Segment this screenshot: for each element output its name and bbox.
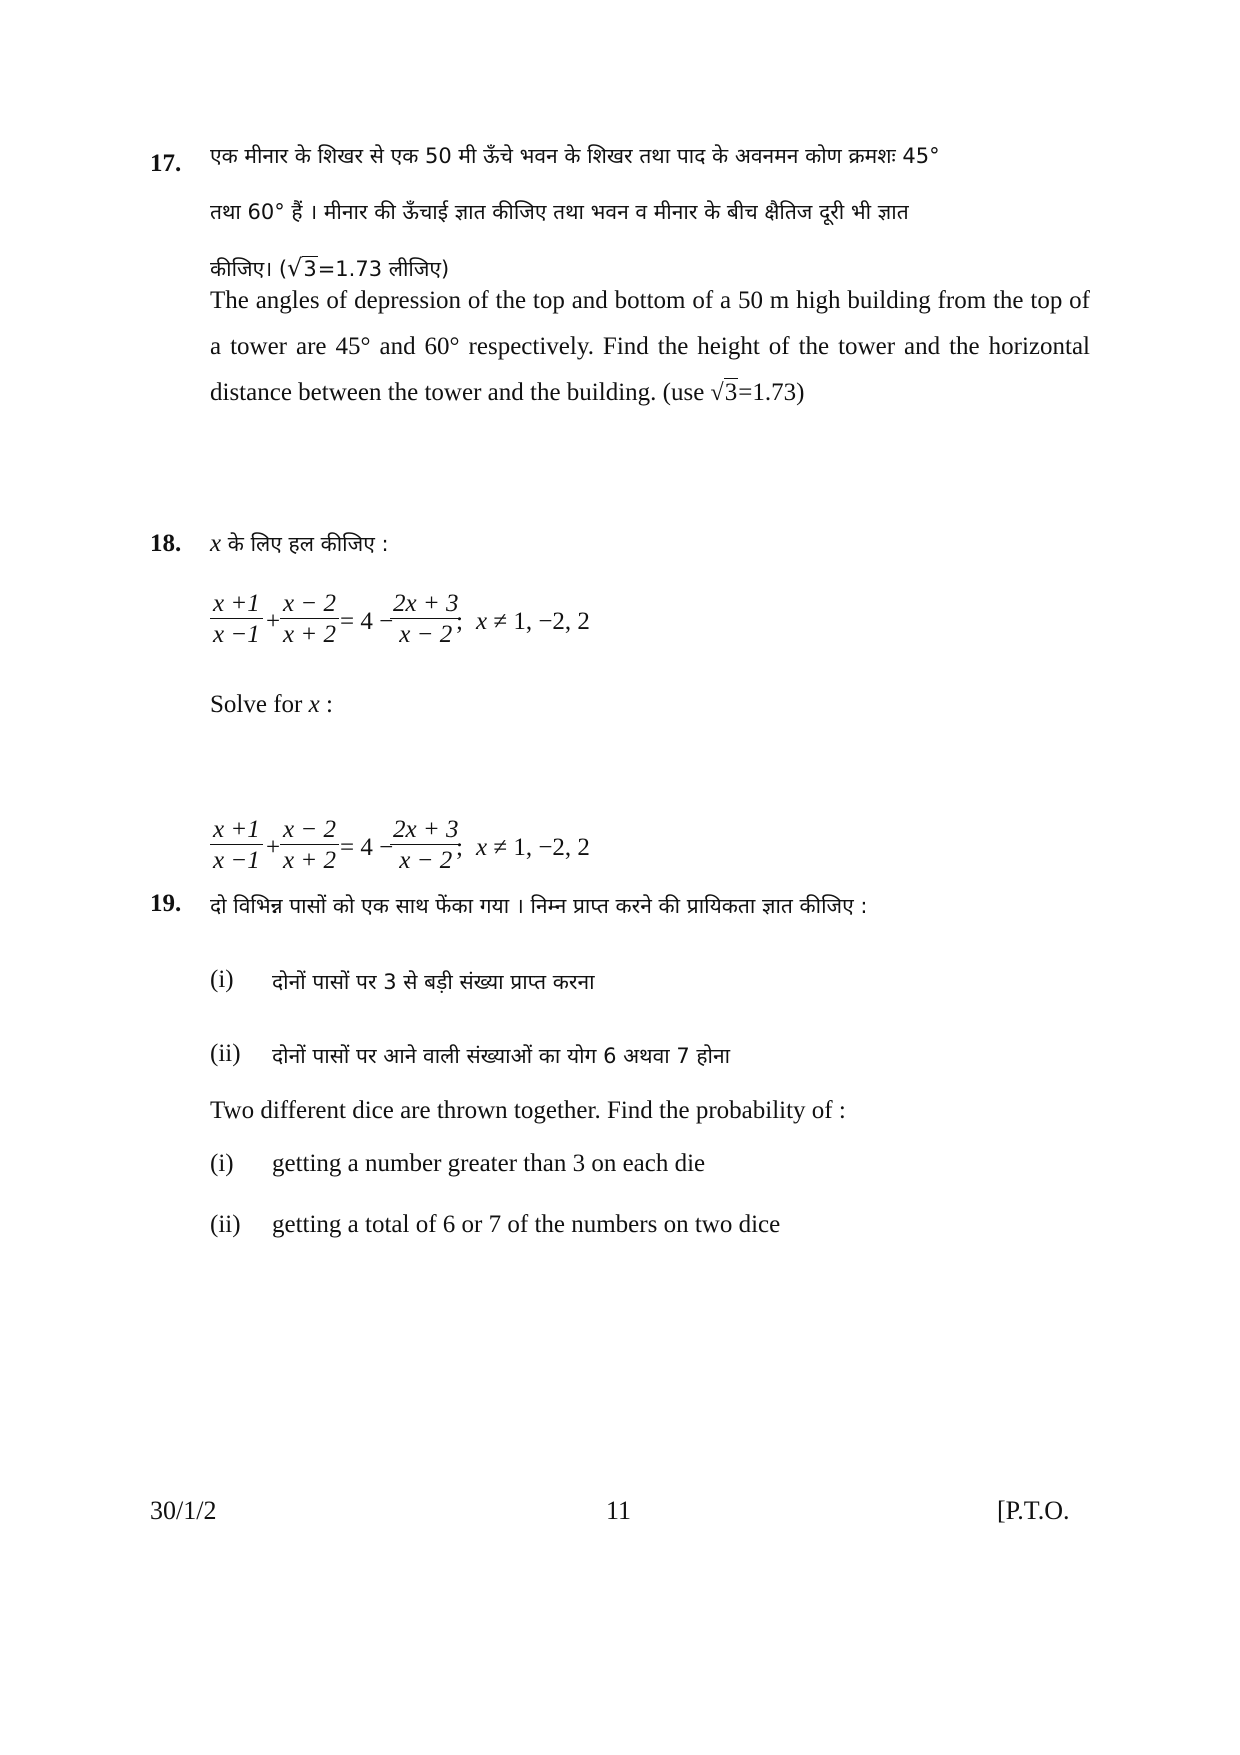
question-number: 17. — [150, 150, 182, 177]
question-number: 18. — [150, 530, 182, 557]
question-19-hindi-intro: दो विभिन्न पासों को एक साथ फेंका गया । निम्न प्राप्त करने की प्रायिकता ज्ञात कीजिए : — [210, 894, 868, 918]
equation-hindi: $\frac{x +1}{x -1}$ + $\frac{x - 2}{x + 2}$ = 4 − $\frac{2x + 3}{x - 2}$ ; x ≠ 1, −2, 2 — [210, 590, 1090, 660]
question-18 — [150, 530, 1090, 874]
equation-english: $\frac{x +1}{x -1}$ + $\frac{x - 2}{x + 2}$ = 4 − $\frac{2x + 3}{x - 2}$ ; x ≠ 1, −2, 2 — [210, 816, 1090, 886]
question-18-hindi-prompt: x के लिए हल कीजिए : — [210, 530, 389, 557]
list-item: (i) getting a number greater than 3 on each die — [210, 1150, 706, 1177]
question-17-english: The angles of depression of the top and bottom of a 50 m high building from the top of a tower are 45° and 60° respectively. Find the height of the tower and the horizontal distance between the tower and the building. (use √3=1.73) — [210, 278, 1090, 416]
sqrt-symbol: √3 — [710, 379, 738, 406]
list-item: (ii) दोनों पासों पर आने वाली संख्याओं का योग 6 अथवा 7 होना — [210, 1040, 731, 1068]
footer-pto: [P.T.O. — [997, 1496, 1070, 1525]
question-19-hindi-items — [210, 966, 1090, 1076]
hindi-line-1: एक मीनार के शिखर से एक 50 मी ऊँचे भवन के शिखर तथा पाद के अवनमन कोण क्रमशः 45° — [210, 144, 940, 168]
question-17-hindi — [210, 128, 1090, 297]
hindi-line-3: कीजिए। (√3=1.73 लीजिए) — [210, 240, 1090, 297]
list-item: (ii) getting a total of 6 or 7 of the numbers on two dice — [210, 1211, 781, 1238]
question-19-english-items — [210, 1150, 1090, 1247]
hindi-line-2: तथा 60° हैं । मीनार की ऊँचाई ज्ञात कीजिए तथा भवन व मीनार के बीच क्षैतिज दूरी भी ज्ञात — [210, 200, 909, 224]
footer-code: 30/1/2 — [150, 1496, 217, 1525]
sqrt-symbol: √3 — [287, 254, 317, 282]
list-item: (i) दोनों पासों पर 3 से बड़ी संख्या प्राप्त करना — [210, 966, 595, 994]
footer-page-number: 11 — [606, 1496, 632, 1525]
question-number: 19. — [150, 890, 182, 917]
question-18-english-prompt: Solve for x : — [210, 691, 333, 718]
question-19-english-intro: Two different dice are thrown together. Find the probability of : — [210, 1097, 846, 1124]
